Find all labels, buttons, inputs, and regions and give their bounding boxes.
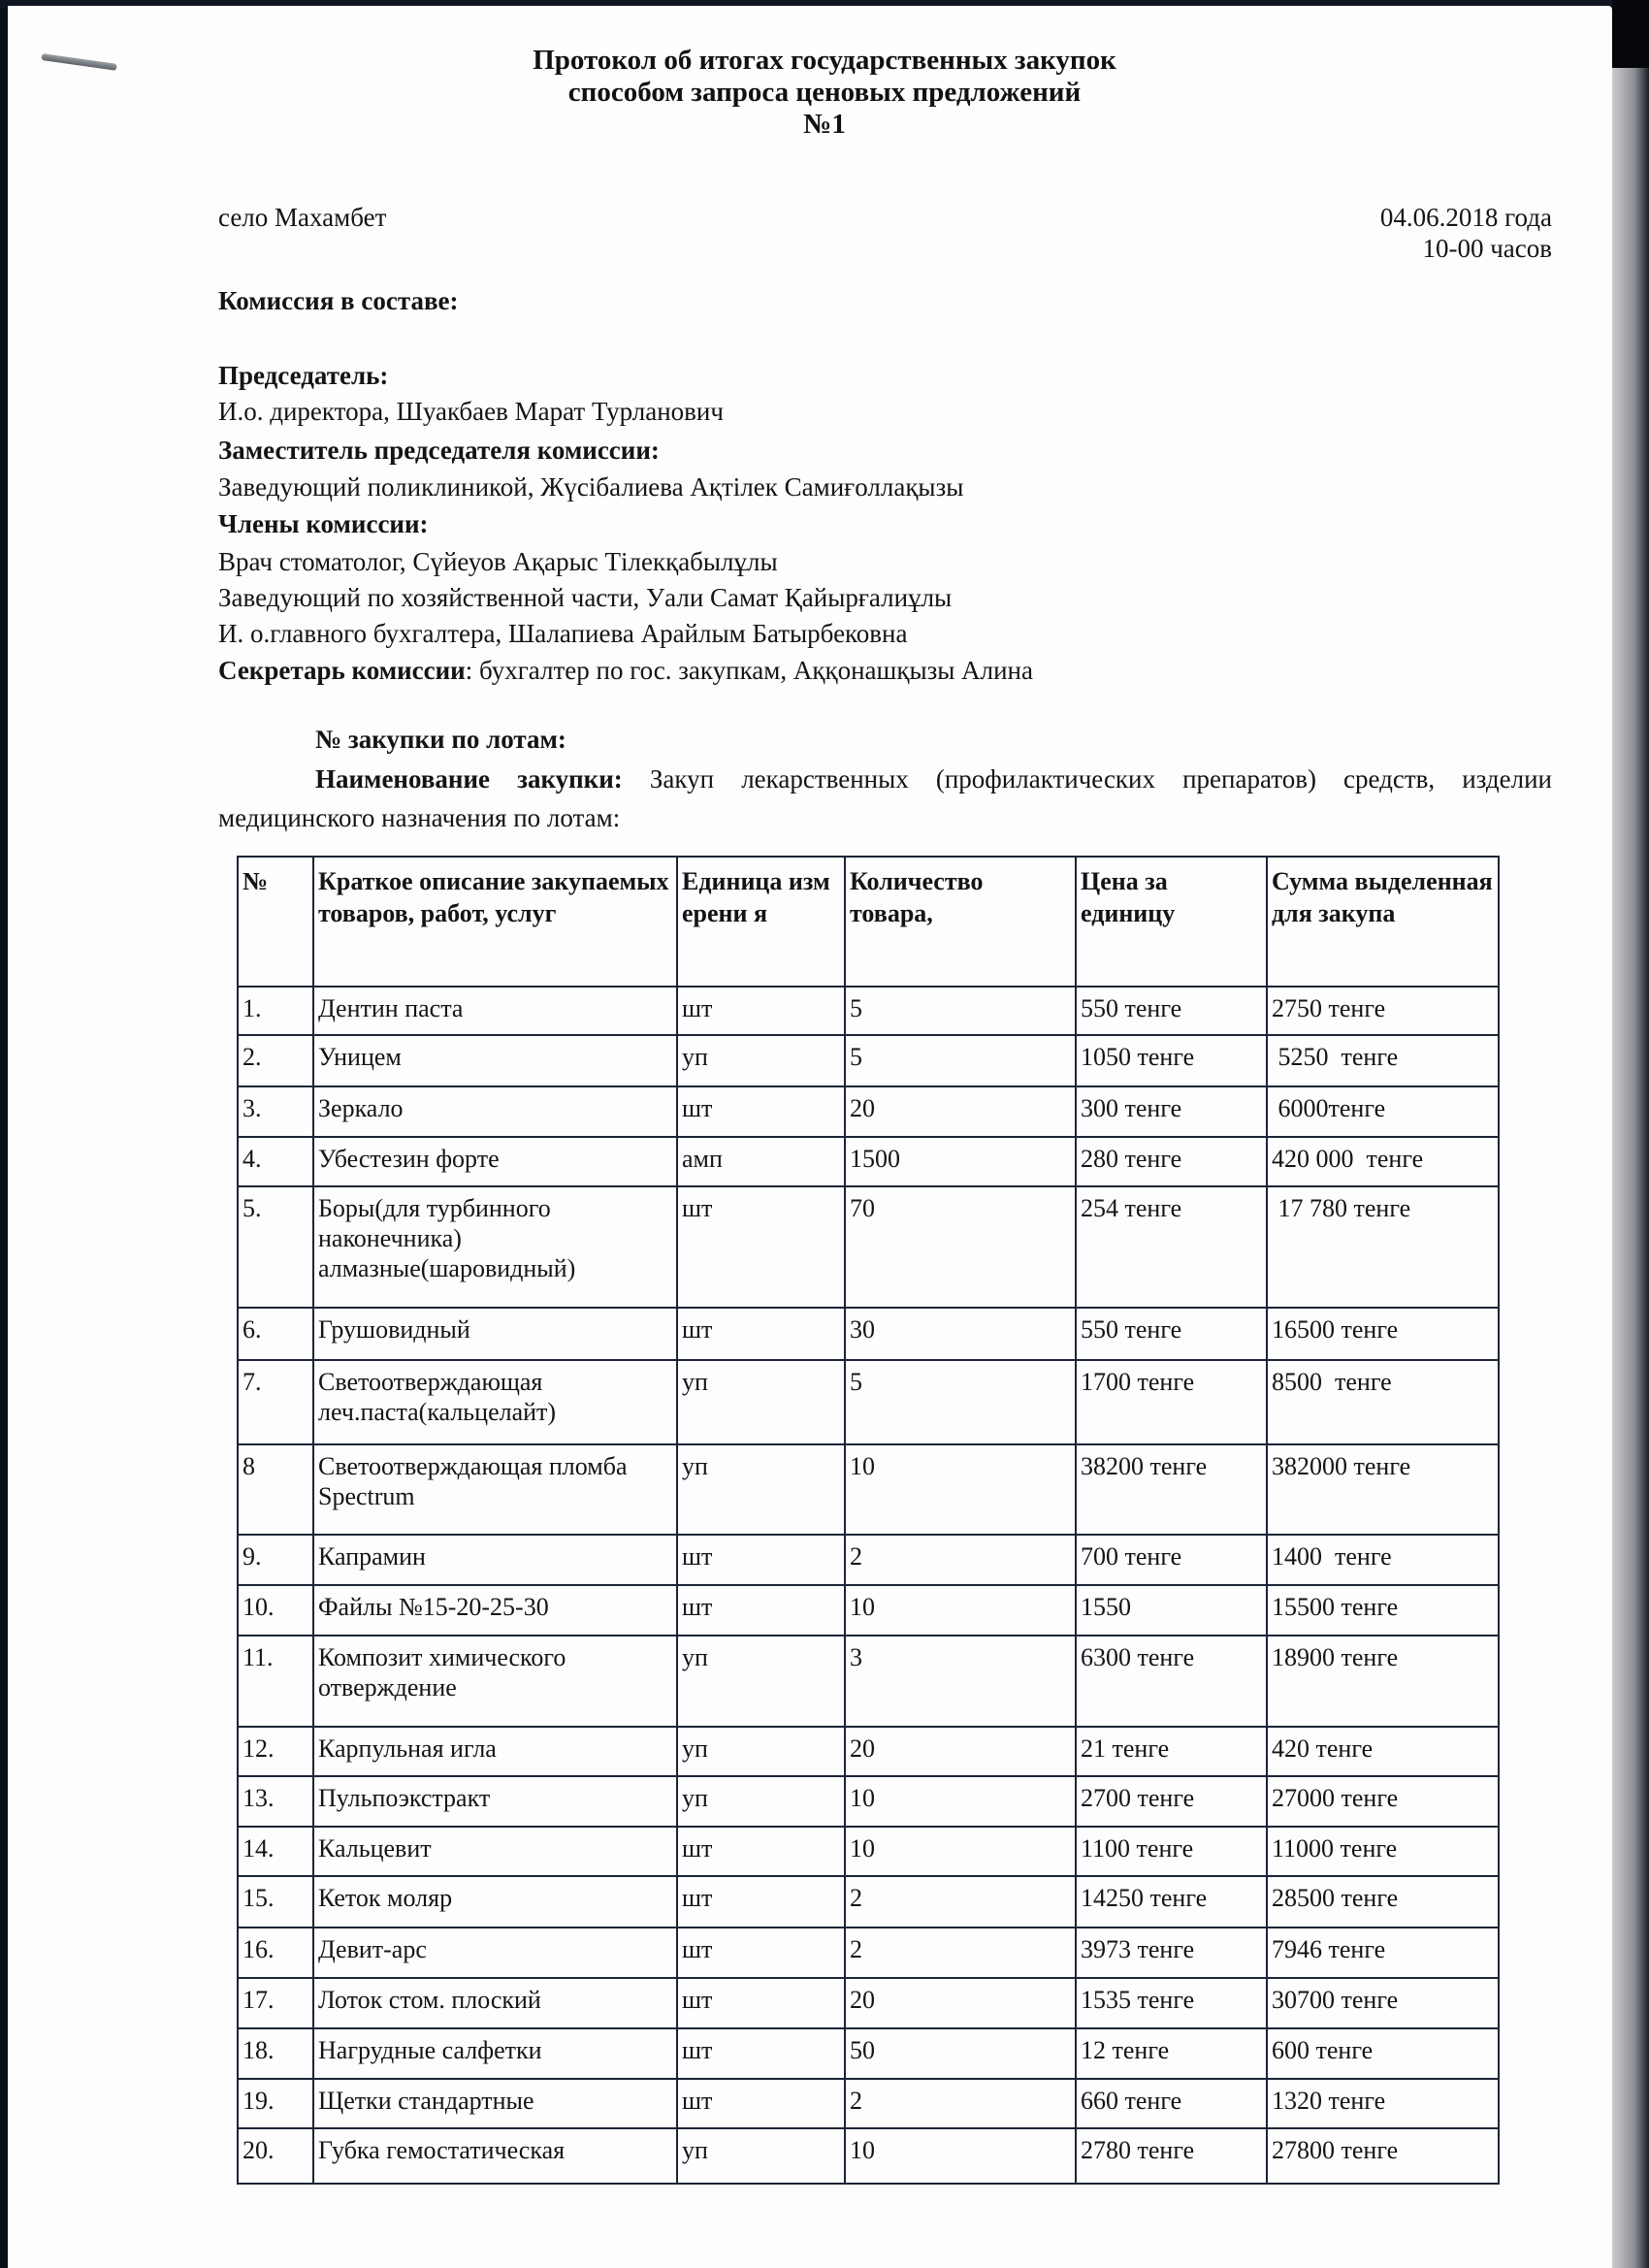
item-sum: 382000 тенге bbox=[1267, 1444, 1499, 1535]
item-quantity: 10 bbox=[845, 1585, 1076, 1636]
item-name: Композит химического отверждение bbox=[313, 1636, 677, 1727]
item-name: Уницем bbox=[313, 1035, 677, 1086]
item-unit: шт bbox=[677, 1535, 845, 1585]
item-quantity: 3 bbox=[845, 1636, 1076, 1727]
row-number: 9. bbox=[238, 1535, 313, 1585]
item-unit: уп bbox=[677, 1360, 845, 1444]
item-unit: амп bbox=[677, 1137, 845, 1186]
item-quantity: 1500 bbox=[845, 1137, 1076, 1186]
item-price: 1050 тенге bbox=[1076, 1035, 1267, 1086]
item-price: 3973 тенге bbox=[1076, 1928, 1267, 1978]
procurement-name bbox=[218, 760, 1552, 837]
deputy-name: Заведующий поликлиникой, Жүсібалиева Ақтілек Самиғоллақызы bbox=[218, 472, 964, 502]
place: село Махамбет bbox=[218, 203, 387, 232]
item-unit: шт bbox=[677, 1186, 845, 1308]
secretary-line bbox=[218, 655, 1033, 686]
table-row bbox=[238, 2079, 1499, 2128]
item-price: 12 тенге bbox=[1076, 2028, 1267, 2079]
item-sum: 27800 тенге bbox=[1267, 2128, 1499, 2184]
item-unit: шт bbox=[677, 987, 845, 1035]
item-name: Светоотверждающая леч.паста(кальцелайт) bbox=[313, 1360, 677, 1444]
item-price: 700 тенге bbox=[1076, 1535, 1267, 1585]
item-sum: 420 тенге bbox=[1267, 1727, 1499, 1776]
item-unit: шт bbox=[677, 1978, 845, 2028]
item-sum: 6000тенге bbox=[1267, 1086, 1499, 1137]
item-sum: 15500 тенге bbox=[1267, 1585, 1499, 1636]
item-name: Пульпоэкстракт bbox=[313, 1776, 677, 1827]
table-row bbox=[238, 1876, 1499, 1928]
item-name: Капрамин bbox=[313, 1535, 677, 1585]
item-sum: 420 000 тенге bbox=[1267, 1137, 1499, 1186]
item-sum: 1320 тенге bbox=[1267, 2079, 1499, 2128]
col-header-unit: Единица измерени я bbox=[677, 857, 845, 987]
table-row bbox=[238, 1636, 1499, 1727]
item-sum: 11000 тенге bbox=[1267, 1827, 1499, 1876]
item-quantity: 2 bbox=[845, 2079, 1076, 2128]
col-header-quantity: Количество товара, bbox=[845, 857, 1076, 987]
document-title-line-1: Протокол об итогах государственных закупок bbox=[533, 45, 1116, 76]
item-name: Щетки стандартные bbox=[313, 2079, 677, 2128]
item-price: 254 тенге bbox=[1076, 1186, 1267, 1308]
time: 10-00 часов bbox=[1422, 234, 1552, 263]
table-row bbox=[238, 1776, 1499, 1827]
item-name: Дентин паста bbox=[313, 987, 677, 1035]
member-2: Заведующий по хозяйственной части, Уали Самат Қайырғалиұлы bbox=[218, 583, 953, 612]
col-header-number: № bbox=[238, 857, 313, 987]
table-row bbox=[238, 1308, 1499, 1360]
row-number: 12. bbox=[238, 1727, 313, 1776]
row-number: 17. bbox=[238, 1978, 313, 2028]
item-sum: 18900 тенге bbox=[1267, 1636, 1499, 1727]
item-unit: уп bbox=[677, 1035, 845, 1086]
item-quantity: 70 bbox=[845, 1186, 1076, 1308]
table-row bbox=[238, 1444, 1499, 1535]
table-row bbox=[238, 1585, 1499, 1636]
item-unit: шт bbox=[677, 2028, 845, 2079]
item-quantity: 10 bbox=[845, 1827, 1076, 1876]
col-header-sum: Сумма выделенная для закупа bbox=[1267, 857, 1499, 987]
item-name: Файлы №15-20-25-30 bbox=[313, 1585, 677, 1636]
item-quantity: 10 bbox=[845, 1776, 1076, 1827]
item-name: Боры(для турбинного наконечника) алмазные(шаровидный) bbox=[313, 1186, 677, 1308]
row-number: 4. bbox=[238, 1137, 313, 1186]
table-row bbox=[238, 1086, 1499, 1137]
row-number: 11. bbox=[238, 1636, 313, 1727]
item-sum: 5250 тенге bbox=[1267, 1035, 1499, 1086]
row-number: 14. bbox=[238, 1827, 313, 1876]
table-header-row bbox=[238, 857, 1499, 987]
item-unit: шт bbox=[677, 1086, 845, 1137]
item-quantity: 20 bbox=[845, 1727, 1076, 1776]
member-3: И. о.главного бухгалтера, Шалапиева Арайлым Батырбековна bbox=[218, 619, 908, 648]
table-body bbox=[238, 987, 1499, 2184]
item-name: Светоотверждающая пломба Spectrum bbox=[313, 1444, 677, 1535]
table-row bbox=[238, 987, 1499, 1035]
item-price: 550 тенге bbox=[1076, 987, 1267, 1035]
table-row bbox=[238, 1928, 1499, 1978]
commission-heading: Комиссия в составе: bbox=[218, 286, 459, 315]
item-quantity: 2 bbox=[845, 1928, 1076, 1978]
table-row bbox=[238, 1827, 1499, 1876]
table-row bbox=[238, 1535, 1499, 1585]
secretary-label: Секретарь комиссии bbox=[218, 656, 466, 685]
item-unit: уп bbox=[677, 1444, 845, 1535]
item-sum: 8500 тенге bbox=[1267, 1360, 1499, 1444]
row-number: 7. bbox=[238, 1360, 313, 1444]
item-price: 280 тенге bbox=[1076, 1137, 1267, 1186]
table-row bbox=[238, 2128, 1499, 2184]
item-price: 6300 тенге bbox=[1076, 1636, 1267, 1727]
item-quantity: 2 bbox=[845, 1876, 1076, 1928]
table-row bbox=[238, 1978, 1499, 2028]
item-sum: 30700 тенге bbox=[1267, 1978, 1499, 2028]
col-header-description: Краткое описание закупаемых товаров, работ, услуг bbox=[313, 857, 677, 987]
item-sum: 1400 тенге bbox=[1267, 1535, 1499, 1585]
item-price: 38200 тенге bbox=[1076, 1444, 1267, 1535]
item-price: 1550 bbox=[1076, 1585, 1267, 1636]
item-name: Зеркало bbox=[313, 1086, 677, 1137]
item-price: 550 тенге bbox=[1076, 1308, 1267, 1360]
row-number: 3. bbox=[238, 1086, 313, 1137]
item-price: 14250 тенге bbox=[1076, 1876, 1267, 1928]
scan-border-right-shadow bbox=[1612, 68, 1649, 2268]
member-1: Врач стоматолог, Сүйеуов Ақарыс Тілекқабылұлы bbox=[218, 547, 778, 576]
item-sum: 28500 тенге bbox=[1267, 1876, 1499, 1928]
document-number: №1 bbox=[803, 109, 846, 140]
document-title-line-2: способом запроса ценовых предложений bbox=[567, 77, 1082, 108]
item-quantity: 20 bbox=[845, 1086, 1076, 1137]
item-price: 300 тенге bbox=[1076, 1086, 1267, 1137]
table-row bbox=[238, 1137, 1499, 1186]
row-number: 1. bbox=[238, 987, 313, 1035]
deputy-label: Заместитель председателя комиссии: bbox=[218, 436, 660, 465]
item-name: Девит-арс bbox=[313, 1928, 677, 1978]
procurement-name-label: Наименование закупки: bbox=[315, 764, 623, 794]
table-row bbox=[238, 1727, 1499, 1776]
table-row bbox=[238, 1360, 1499, 1444]
chair-name: И.о. директора, Шуакбаев Марат Турланович bbox=[218, 397, 724, 426]
row-number: 5. bbox=[238, 1186, 313, 1308]
item-name: Убестезин форте bbox=[313, 1137, 677, 1186]
table-row bbox=[238, 1035, 1499, 1086]
item-sum: 16500 тенге bbox=[1267, 1308, 1499, 1360]
item-price: 2700 тенге bbox=[1076, 1776, 1267, 1827]
item-sum: 7946 тенге bbox=[1267, 1928, 1499, 1978]
item-quantity: 20 bbox=[845, 1978, 1076, 2028]
item-quantity: 10 bbox=[845, 2128, 1076, 2184]
item-sum: 2750 тенге bbox=[1267, 987, 1499, 1035]
row-number: 2. bbox=[238, 1035, 313, 1086]
item-price: 2780 тенге bbox=[1076, 2128, 1267, 2184]
row-number: 19. bbox=[238, 2079, 313, 2128]
item-name: Кальцевит bbox=[313, 1827, 677, 1876]
item-unit: уп bbox=[677, 1776, 845, 1827]
item-unit: уп bbox=[677, 2128, 845, 2184]
item-quantity: 5 bbox=[845, 1035, 1076, 1086]
col-header-price: Цена за единицу bbox=[1076, 857, 1267, 987]
item-quantity: 10 bbox=[845, 1444, 1076, 1535]
item-quantity: 2 bbox=[845, 1535, 1076, 1585]
item-price: 1700 тенге bbox=[1076, 1360, 1267, 1444]
row-number: 16. bbox=[238, 1928, 313, 1978]
row-number: 6. bbox=[238, 1308, 313, 1360]
item-price: 1535 тенге bbox=[1076, 1978, 1267, 2028]
table-row bbox=[238, 2028, 1499, 2079]
row-number: 15. bbox=[238, 1876, 313, 1928]
item-name: Губка гемостатическая bbox=[313, 2128, 677, 2184]
lots-table bbox=[237, 856, 1500, 2185]
row-number: 8 bbox=[238, 1444, 313, 1535]
item-sum: 600 тенге bbox=[1267, 2028, 1499, 2079]
row-number: 10. bbox=[238, 1585, 313, 1636]
item-unit: шт bbox=[677, 1928, 845, 1978]
item-quantity: 30 bbox=[845, 1308, 1076, 1360]
item-name: Карпульная игла bbox=[313, 1727, 677, 1776]
item-name: Нагрудные салфетки bbox=[313, 2028, 677, 2079]
table-row bbox=[238, 1186, 1499, 1308]
lots-label: № закупки по лотам: bbox=[315, 725, 566, 754]
item-unit: уп bbox=[677, 1636, 845, 1727]
item-unit: шт bbox=[677, 2079, 845, 2128]
row-number: 20. bbox=[238, 2128, 313, 2184]
item-name: Грушовидный bbox=[313, 1308, 677, 1360]
item-quantity: 50 bbox=[845, 2028, 1076, 2079]
item-unit: шт bbox=[677, 1585, 845, 1636]
item-unit: уп bbox=[677, 1727, 845, 1776]
item-name: Лоток стом. плоский bbox=[313, 1978, 677, 2028]
item-quantity: 5 bbox=[845, 987, 1076, 1035]
date: 04.06.2018 года bbox=[1379, 203, 1552, 232]
row-number: 18. bbox=[238, 2028, 313, 2079]
item-unit: шт bbox=[677, 1308, 845, 1360]
item-unit: шт bbox=[677, 1876, 845, 1928]
chair-label: Председатель: bbox=[218, 361, 389, 390]
members-label: Члены комиссии: bbox=[218, 509, 429, 538]
item-quantity: 5 bbox=[845, 1360, 1076, 1444]
item-sum: 27000 тенге bbox=[1267, 1776, 1499, 1827]
row-number: 13. bbox=[238, 1776, 313, 1827]
item-sum: 17 780 тенге bbox=[1267, 1186, 1499, 1308]
item-price: 1100 тенге bbox=[1076, 1827, 1267, 1876]
item-name: Кеток моляр bbox=[313, 1876, 677, 1928]
item-unit: шт bbox=[677, 1827, 845, 1876]
procurement-name-value: Закуп лекарственных (профилактических препаратов) средств, изделии медицинского назначения по лотам: bbox=[218, 764, 1552, 832]
item-price: 660 тенге bbox=[1076, 2079, 1267, 2128]
secretary-name: : бухгалтер по гос. закупкам, Аққонашқызы Алина bbox=[465, 656, 1033, 685]
item-price: 21 тенге bbox=[1076, 1727, 1267, 1776]
